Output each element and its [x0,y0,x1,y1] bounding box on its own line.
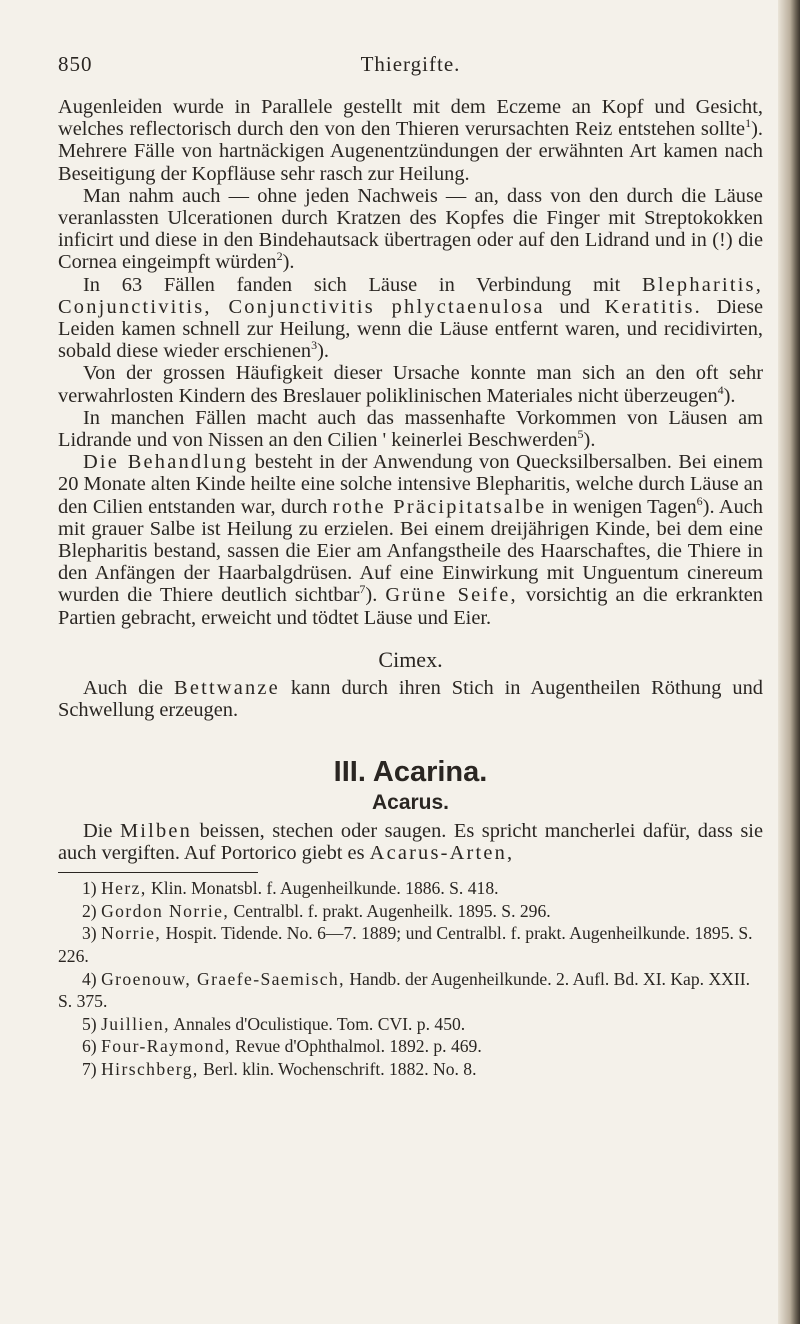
footnote-ref: 4 [717,382,724,397]
text-run: ). Mehrere Fälle von hartnäckigen Augenentzündungen der erwähnten Art kamen nach Beseitigung der Kopfläuse sehr rasch zur Heilung. [58,118,763,185]
text-run: In 63 Fällen fanden sich Läuse in Verbindung mit [83,273,643,296]
paragraph-p8 [58,820,763,864]
footnote-citation: Revue d'Ophthalmol. 1892. p. 469. [230,1036,482,1057]
text-run: Die [83,819,120,842]
footnote-ref: 1 [745,116,752,131]
footnote-ref: 6 [696,493,703,508]
spaced-emphasis: Acarus-Arten, [369,842,515,865]
footnote-author: Herz, [101,878,147,899]
cimex-paragraph-container [58,677,763,721]
footnote-item [58,1058,763,1081]
section-title-cimex: Cimex. [378,646,443,672]
footnote-number: 4) [82,968,102,989]
footnote-ref: 7 [359,582,366,597]
section-title-acarina: III. Acarina. [333,756,488,789]
text-run: Augenleiden wurde in Parallele gestellt mit dem Eczeme an Kopf und Gesicht, welches reflectorisch durch den von den Thieren verursachten Reiz entstehen sollte [58,96,763,141]
spaced-emphasis: Grüne Seife, [385,584,518,607]
footnote-number: 3) [82,923,102,944]
footnote-item [58,1035,763,1058]
footnote-citation: Klin. Monatsbl. f. Augenheilkunde. 1886. S. 418. [146,878,499,899]
text-run: beissen, stechen oder saugen. Es spricht mancherlei dafür, dass sie auch vergiften. Auf Portorico giebt es [58,819,763,865]
spaced-emphasis: Milben [119,819,193,842]
paragraph-p6 [58,451,763,629]
paragraph-p3 [58,274,763,363]
book-page [58,0,763,1081]
footnote-number: 6) [82,1036,102,1057]
text-run: ). [317,340,329,363]
footnote-author: Norrie, [101,923,162,944]
spaced-emphasis: Blepharitis, Conjunctivitis, Conjunctivitis phlyctaenulosa [58,273,763,318]
paragraph-p2 [58,185,763,274]
footnote-author: Four-Raymond, [101,1036,231,1057]
spaced-emphasis: Die Behandlung [83,451,249,474]
paragraph-list [58,96,763,629]
footnote-citation: Hospit. Tidende. No. 6—7. 1889; und Centralbl. f. prakt. Augenheilkunde. 1895. S. 226. [58,923,753,967]
page-number: 850 [58,52,93,76]
text-run: In manchen Fällen macht auch das massenhafte Vorkommen von Läusen am Lidrande und von Nissen an den Cilien ' keinerlei Beschwerden [58,406,763,452]
footnote-item [58,1013,763,1036]
footnotes [58,877,763,1080]
footnote-number: 1) [82,878,102,899]
footnote-number: 2) [82,900,102,921]
running-title: Thiergifte. [360,52,461,76]
text-run: ). [282,251,295,274]
spaced-emphasis: rothe Präcipitatsalbe [332,495,547,518]
main-text [58,96,763,864]
text-run: ). [723,384,736,407]
spaced-emphasis: Keratitis. [604,295,702,318]
text-run: ). [583,429,596,452]
footnote-item [58,922,763,967]
paragraph-p1 [58,96,763,185]
page-edge-shadow [778,0,800,1324]
text-run: Man nahm auch — ohne jeden Nachweis — an, dass von den durch die Läuse veranlassten Ulcerationen durch Kratzen des Kopfes die Finger mit Streptokokken inficirt und diese in den Bindehautsack übertragen oder auf den Lidrand und in (!) die Cornea eingeimpft würden [58,184,763,274]
footnote-author: Juillien, [101,1013,170,1034]
footnote-citation: Handb. der Augenheilkunde. 2. Aufl. Bd. XI. Kap. XXII. S. 375. [58,968,750,1012]
footnote-item [58,877,763,900]
footnote-ref: 3 [311,338,318,353]
paragraph-p5 [58,407,763,451]
footnote-author: Hirschberg, [101,1059,199,1080]
footnote-item [58,968,763,1013]
footnote-ref: 2 [276,249,283,264]
text-run: ). Auch mit grauer Salbe ist Heilung zu erzielen. Bei einem dreijährigen Kinde, bei dem eine Blepharitis bestand, sassen die Eier am Anfangstheile des Haarschaftes, die Thiere in den Anfängen der Haarbalgdrüsen. Auf eine Einwirkung mit Unguentum cinereum wurden die Thiere deutlich sichtbar [58,495,764,607]
paragraph-p7 [58,677,763,721]
footnote-item [58,900,763,923]
text-run: Auch die [83,677,175,700]
running-header [58,52,763,102]
footnote-citation: Berl. klin. Wochenschrift. 1882. No. 8. [198,1059,477,1080]
text-run: besteht in der Anwendung von Quecksilbersalben. Bei einem 20 Monate alten Kinde heilte eine solche intensive Blepharitis, welche durch Läuse an den Cilien entstanden war, durch [58,451,763,518]
paragraph-p4 [58,362,763,406]
text-run: Von der grossen Häufigkeit dieser Ursache konnte man sich an den oft sehr verwahrlosten Kindern des Breslauer poliklinischen Materiales nicht überzeugen [58,362,763,407]
footnote-author: Gordon Norrie, [101,900,230,921]
text-run: Diese Leiden kamen schnell zur Heilung, wenn die Läuse entfernt waren, und recidivirten, sobald diese wieder erschienen [58,295,763,363]
footnote-number: 5) [82,1013,102,1034]
text-run: vorsichtig an die erkrankten Partien gebracht, erweicht und tödtet Läuse und Eier. [58,584,763,629]
footnote-number: 7) [82,1059,102,1080]
text-run: kann durch ihren Stich in Augentheilen Röthung und Schwellung erzeugen. [58,677,763,722]
footnote-ref: 5 [577,427,584,442]
text-run: ). [365,584,386,607]
footnote-citation: Annales d'Oculistique. Tom. CVI. p. 450. [169,1013,466,1034]
subsection-title-acarus: Acarus. [371,790,450,814]
footnote-citation: Centralbl. f. prakt. Augenheilk. 1895. S. 296. [229,900,551,921]
acarina-paragraph-container [58,820,763,864]
footnote-rule [58,872,258,873]
spaced-emphasis: Bettwanze [174,677,280,700]
footnote-author: Groenouw, Graefe-Saemisch, [101,968,345,989]
text-run: und [544,295,605,318]
text-run: in wenigen Tagen [546,495,697,518]
